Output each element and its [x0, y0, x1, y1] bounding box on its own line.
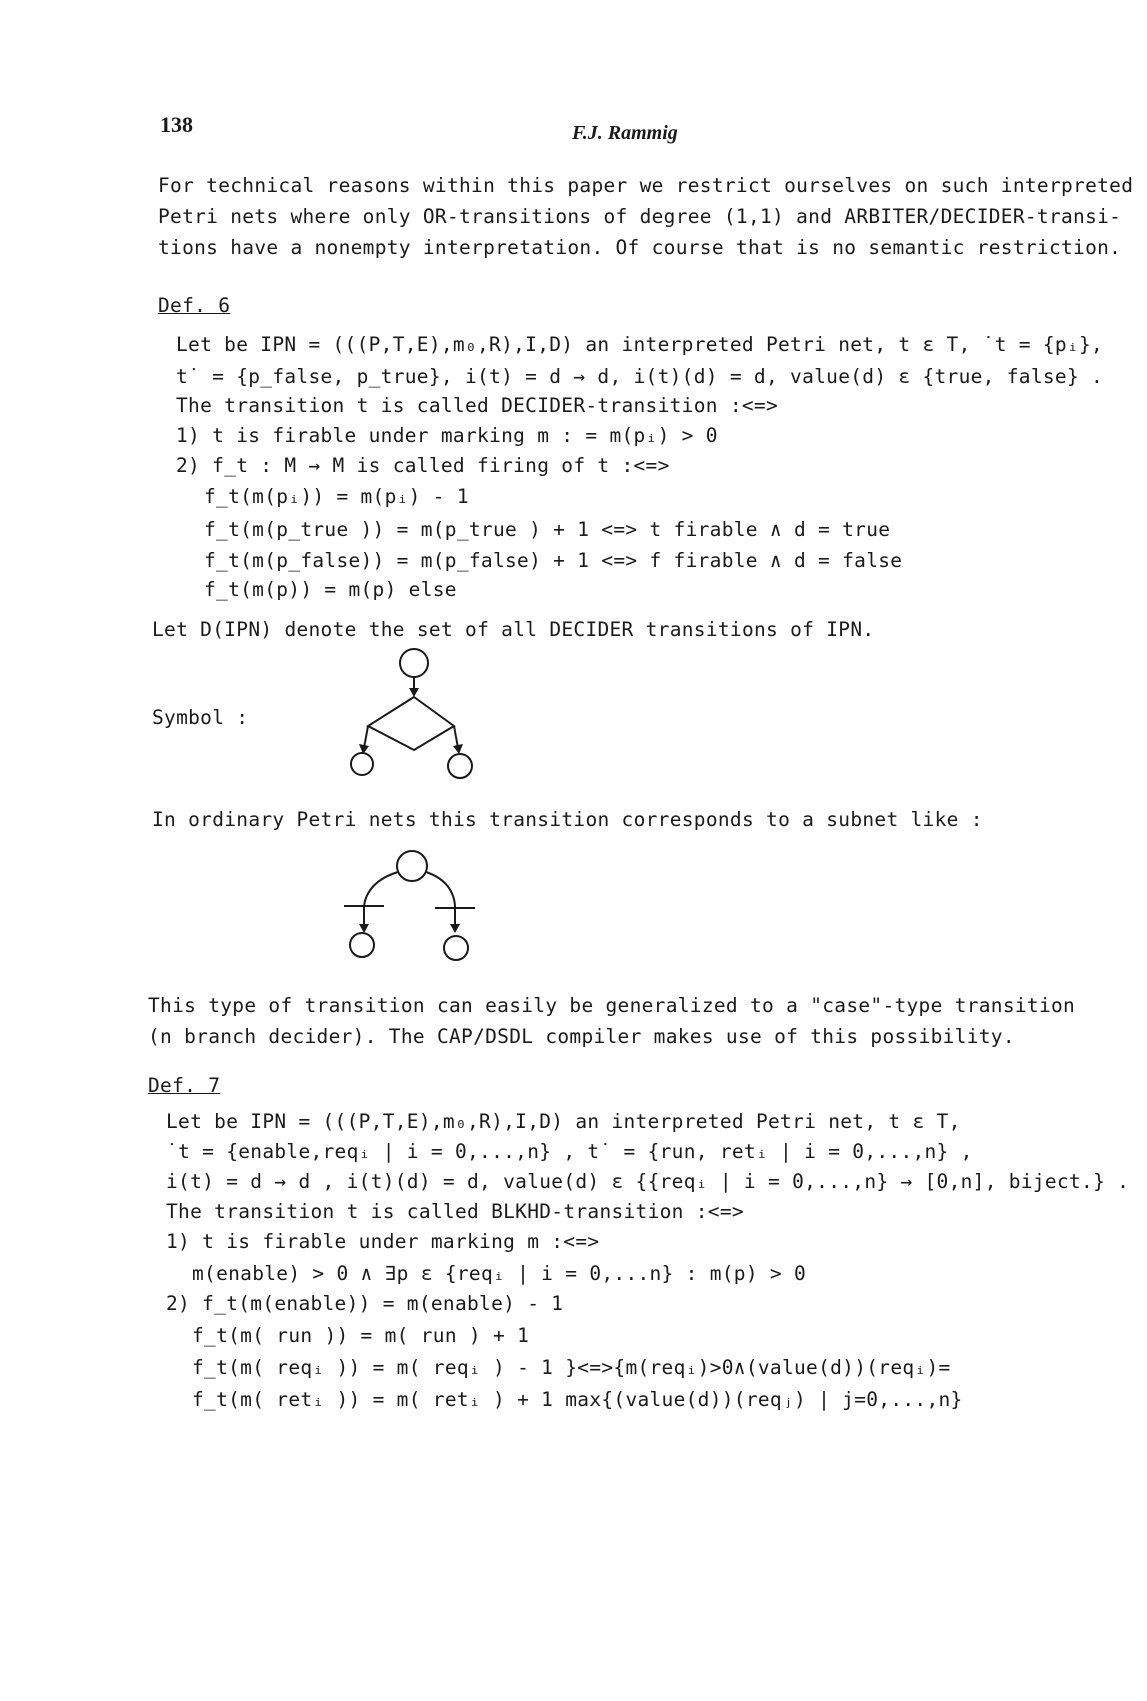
running-head: F.J. Rammig [572, 122, 678, 144]
def6-line: 2) f_t : M → M is called firing of t :<=> [176, 454, 670, 477]
def6-line: t˙ = {p_false, p_true}, i(t) = d → d, i(t)(d) = d, value(d) ε {true, false} . [176, 365, 1104, 388]
generalize-line: (n branch decider). The CAP/DSDL compiler makes use of this possibility. [148, 1025, 1015, 1048]
subnet-text: In ordinary Petri nets this transition corresponds to a subnet like : [152, 808, 983, 831]
def7-line: 1) t is firable under marking m :<=> [166, 1230, 600, 1253]
def7-line: ˙t = {enable,reqᵢ | i = 0,...,n} , t˙ = {run, retᵢ | i = 0,...,n} , [166, 1140, 973, 1163]
false-place [350, 933, 374, 957]
arrow-head [450, 924, 460, 933]
def7-line: m(enable) > 0 ∧ ∃p ε {reqᵢ | i = 0,...n} : m(p) > 0 [192, 1262, 807, 1285]
def6-line: f_t(m(p_false)) = m(p_false) + 1 <=> f firable ∧ d = false [204, 549, 903, 572]
def6-line: f_t(m(pᵢ)) = m(pᵢ) - 1 [204, 485, 469, 508]
generalize-line: This type of transition can easily be generalized to a "case"-type transition [148, 994, 1076, 1017]
def7-line: Let be IPN = (((P,T,E),m₀,R),I,D) an interpreted Petri net, t ε T, [166, 1110, 961, 1133]
def6-line: f_t(m(p)) = m(p) else [204, 578, 457, 601]
def7-line: f_t(m( reqᵢ )) = m( reqᵢ ) - 1 }<=>{m(reqᵢ)>0∧(value(d))(reqᵢ)= [192, 1356, 951, 1379]
def7-line: i(t) = d → d , i(t)(d) = d, value(d) ε {{reqᵢ | i = 0,...,n} → [0,n], biject.} . [166, 1170, 1130, 1193]
right-arc [426, 872, 455, 928]
left-arc [364, 872, 398, 928]
def6-line: The transition t is called DECIDER-transition :<=> [176, 394, 778, 417]
intro-line: Petri nets where only OR-transitions of degree (1,1) and ARBITER/DECIDER-transi- [158, 205, 1122, 228]
def7-line: f_t(m( retᵢ )) = m( retᵢ ) + 1 max{(value(d))(reqⱼ) | j=0,...,n} [192, 1388, 963, 1411]
def6-after: Let D(IPN) denote the set of all DECIDER transitions of IPN. [152, 618, 875, 641]
intro-line: tions have a nonempty interpretation. Of course that is no semantic restriction. [158, 236, 1122, 259]
def6-line: Let be IPN = (((P,T,E),m₀,R),I,D) an interpreted Petri net, t ε T, ˙t = {pᵢ}, [176, 333, 1104, 356]
def6-heading: Def. 6 [158, 294, 231, 317]
page-number: 138 [160, 112, 193, 137]
def7-line: 2) f_t(m(enable)) = m(enable) - 1 [166, 1292, 564, 1315]
symbol-label: Symbol : [152, 706, 249, 729]
arrow-head [359, 924, 369, 933]
input-place [397, 851, 427, 881]
def6-line: 1) t is firable under marking m : = m(pᵢ) > 0 [176, 424, 718, 447]
intro-line: For technical reasons within this paper we restrict ourselves on such interpreted [158, 174, 1134, 197]
def7-line: The transition t is called BLKHD-transition :<=> [166, 1200, 744, 1223]
generalize-paragraph [148, 990, 1075, 1052]
true-place [444, 936, 468, 960]
def7-heading: Def. 7 [148, 1074, 221, 1097]
def6-line: f_t(m(p_true )) = m(p_true ) + 1 <=> t firable ∧ d = true [204, 518, 891, 541]
def7-line: f_t(m( run )) = m( run ) + 1 [192, 1324, 530, 1347]
